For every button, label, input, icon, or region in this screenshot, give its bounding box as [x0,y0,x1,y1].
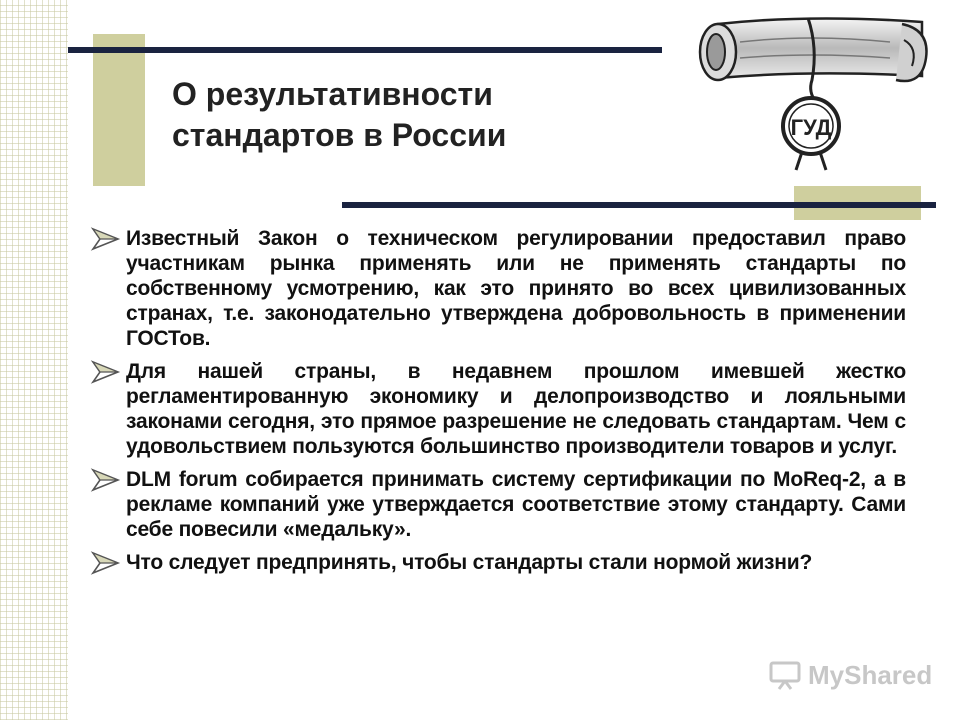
list-item [90,226,906,351]
page-title [172,74,672,156]
list-item [90,550,906,575]
scroll-seal-icon [690,14,930,172]
bullet-list [90,226,906,583]
arrow-bullet-icon [90,467,122,493]
arrow-bullet-icon [90,226,122,252]
olive-block-left [93,34,145,186]
presentation-board-icon [768,660,802,690]
bullet-text: Известный Закон о техническом регулировании предоставил право участникам рынка применять или не применять стандарты по собственному усмотрению, как это принято во всех цивилизованных странах, т.е. законодательно утверждена добровольность в применении ГОСТов. [126,227,906,350]
arrow-bullet-icon [90,359,122,385]
navy-rule-bottom [342,202,936,208]
seal-text: ГУД [790,115,832,140]
checker-pattern [0,0,68,720]
list-item [90,359,906,459]
bullet-text: DLM forum собирается принимать систему сертификации по MoReq-2, а в рекламе компаний уже утверждается соответствие этому стандарту. Сами себе повесили «медальку». [126,468,906,541]
watermark [768,658,932,692]
arrow-bullet-icon [90,550,122,576]
title-line-2: стандартов в России [172,117,507,153]
list-item [90,467,906,542]
bullet-text: Для нашей страны, в недавнем прошлом имевшей жестко регламентированную экономику и делопроизводство и лояльными законами сегодня, это прямое разрешение не следовать стандартам. Чем с удовольствием пользуются большинство производители товаров и услуг. [126,360,906,458]
bullet-text: Что следует предпринять, чтобы стандарты стали нормой жизни? [126,551,813,574]
watermark-text: MyShared [808,659,933,690]
navy-rule-top [68,47,662,53]
title-line-1: О результативности [172,76,493,112]
